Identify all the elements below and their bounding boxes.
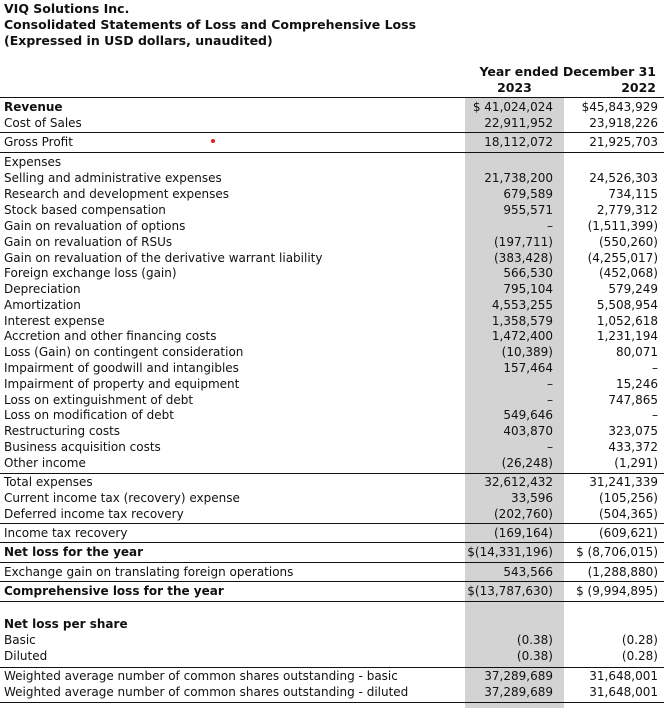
column-header (465, 64, 664, 96)
divider (0, 542, 664, 543)
table-row: Accretion and other financing costs 1,472,400 1,231,194 (4, 329, 658, 343)
divider (0, 152, 664, 153)
divider (0, 97, 664, 98)
table-row: Stock based compensation 955,571 2,779,312 (4, 203, 658, 217)
table-row: Amortization 4,553,255 5,508,954 (4, 298, 658, 312)
table-row-comprehensive-loss: Comprehensive loss for the year $(13,787,630) $ (9,994,895) (4, 584, 658, 598)
table-row: Impairment of property and equipment – 15,246 (4, 377, 658, 391)
table-row-revenue: Revenue $ 41,024,024 $45,843,929 (4, 100, 658, 114)
table-row: Loss on extinguishment of debt – 747,865 (4, 393, 658, 407)
section-heading-net-loss-per-share: Net loss per share (4, 617, 128, 631)
period-header: Year ended December 31 (479, 64, 656, 79)
table-row-shares-diluted: Weighted average number of common shares outstanding - diluted 37,289,689 31,648,001 (4, 685, 658, 699)
table-row: Current income tax (recovery) expense 33,596 (105,256) (4, 491, 658, 505)
table-row: Other income (26,248) (1,291) (4, 456, 658, 470)
table-row: Depreciation 795,104 579,249 (4, 282, 658, 296)
table-row-exchange-gain: Exchange gain on translating foreign operations 543,566 (1,288,880) (4, 565, 658, 579)
divider (0, 562, 664, 563)
table-row: Gain on revaluation of the derivative warrant liability (383,428) (4,255,017) (4, 251, 658, 265)
table-row: Foreign exchange loss (gain) 566,530 (452,068) (4, 266, 658, 280)
table-row: Selling and administrative expenses 21,738,200 24,526,303 (4, 171, 658, 185)
year-2023-header: 2023 (497, 80, 532, 95)
table-row: Research and development expenses 679,589 734,115 (4, 187, 658, 201)
table-row-cost-of-sales: Cost of Sales 22,911,952 23,918,226 (4, 116, 658, 130)
divider (0, 523, 664, 524)
table-row: Gain on revaluation of RSUs (197,711) (550,260) (4, 235, 658, 249)
table-row: Impairment of goodwill and intangibles 157,464 – (4, 361, 658, 375)
table-row-shares-basic: Weighted average number of common shares outstanding - basic 37,289,689 31,648,001 (4, 669, 658, 683)
table-row: Deferred income tax recovery (202,760) (504,365) (4, 507, 658, 521)
table-row-gross-profit: Gross Profit 18,112,072 21,925,703 (4, 135, 658, 149)
table-row-eps-basic: Basic (0.38) (0.28) (4, 633, 658, 647)
divider (0, 581, 664, 582)
table-row: Loss (Gain) on contingent consideration (10,389) 80,071 (4, 345, 658, 359)
statement-basis: (Expressed in USD dollars, unaudited) (4, 33, 273, 48)
table-row-total-expenses: Total expenses 32,612,432 31,241,339 (4, 475, 658, 489)
divider (0, 702, 664, 703)
table-row: Interest expense 1,358,579 1,052,618 (4, 314, 658, 328)
table-row: Business acquisition costs – 433,372 (4, 440, 658, 454)
divider (0, 132, 664, 133)
table-row-net-loss: Net loss for the year $(14,331,196) $ (8,706,015) (4, 545, 658, 559)
section-heading-expenses: Expenses (4, 155, 62, 169)
statement-name: Consolidated Statements of Loss and Comprehensive Loss (4, 17, 417, 32)
year-2022-header: 2022 (621, 80, 656, 95)
table-row: Loss on modification of debt 549,646 – (4, 408, 658, 422)
table-row: Gain on revaluation of options – (1,511,399) (4, 219, 658, 233)
statement-title-block (4, 1, 416, 49)
table-row: Restructuring costs 403,870 323,075 (4, 424, 658, 438)
company-name: VIQ Solutions Inc. (4, 1, 130, 16)
divider (0, 601, 664, 602)
table-row-eps-diluted: Diluted (0.38) (0.28) (4, 649, 658, 663)
table-row-income-tax-recovery: Income tax recovery (169,164) (609,621) (4, 526, 658, 540)
